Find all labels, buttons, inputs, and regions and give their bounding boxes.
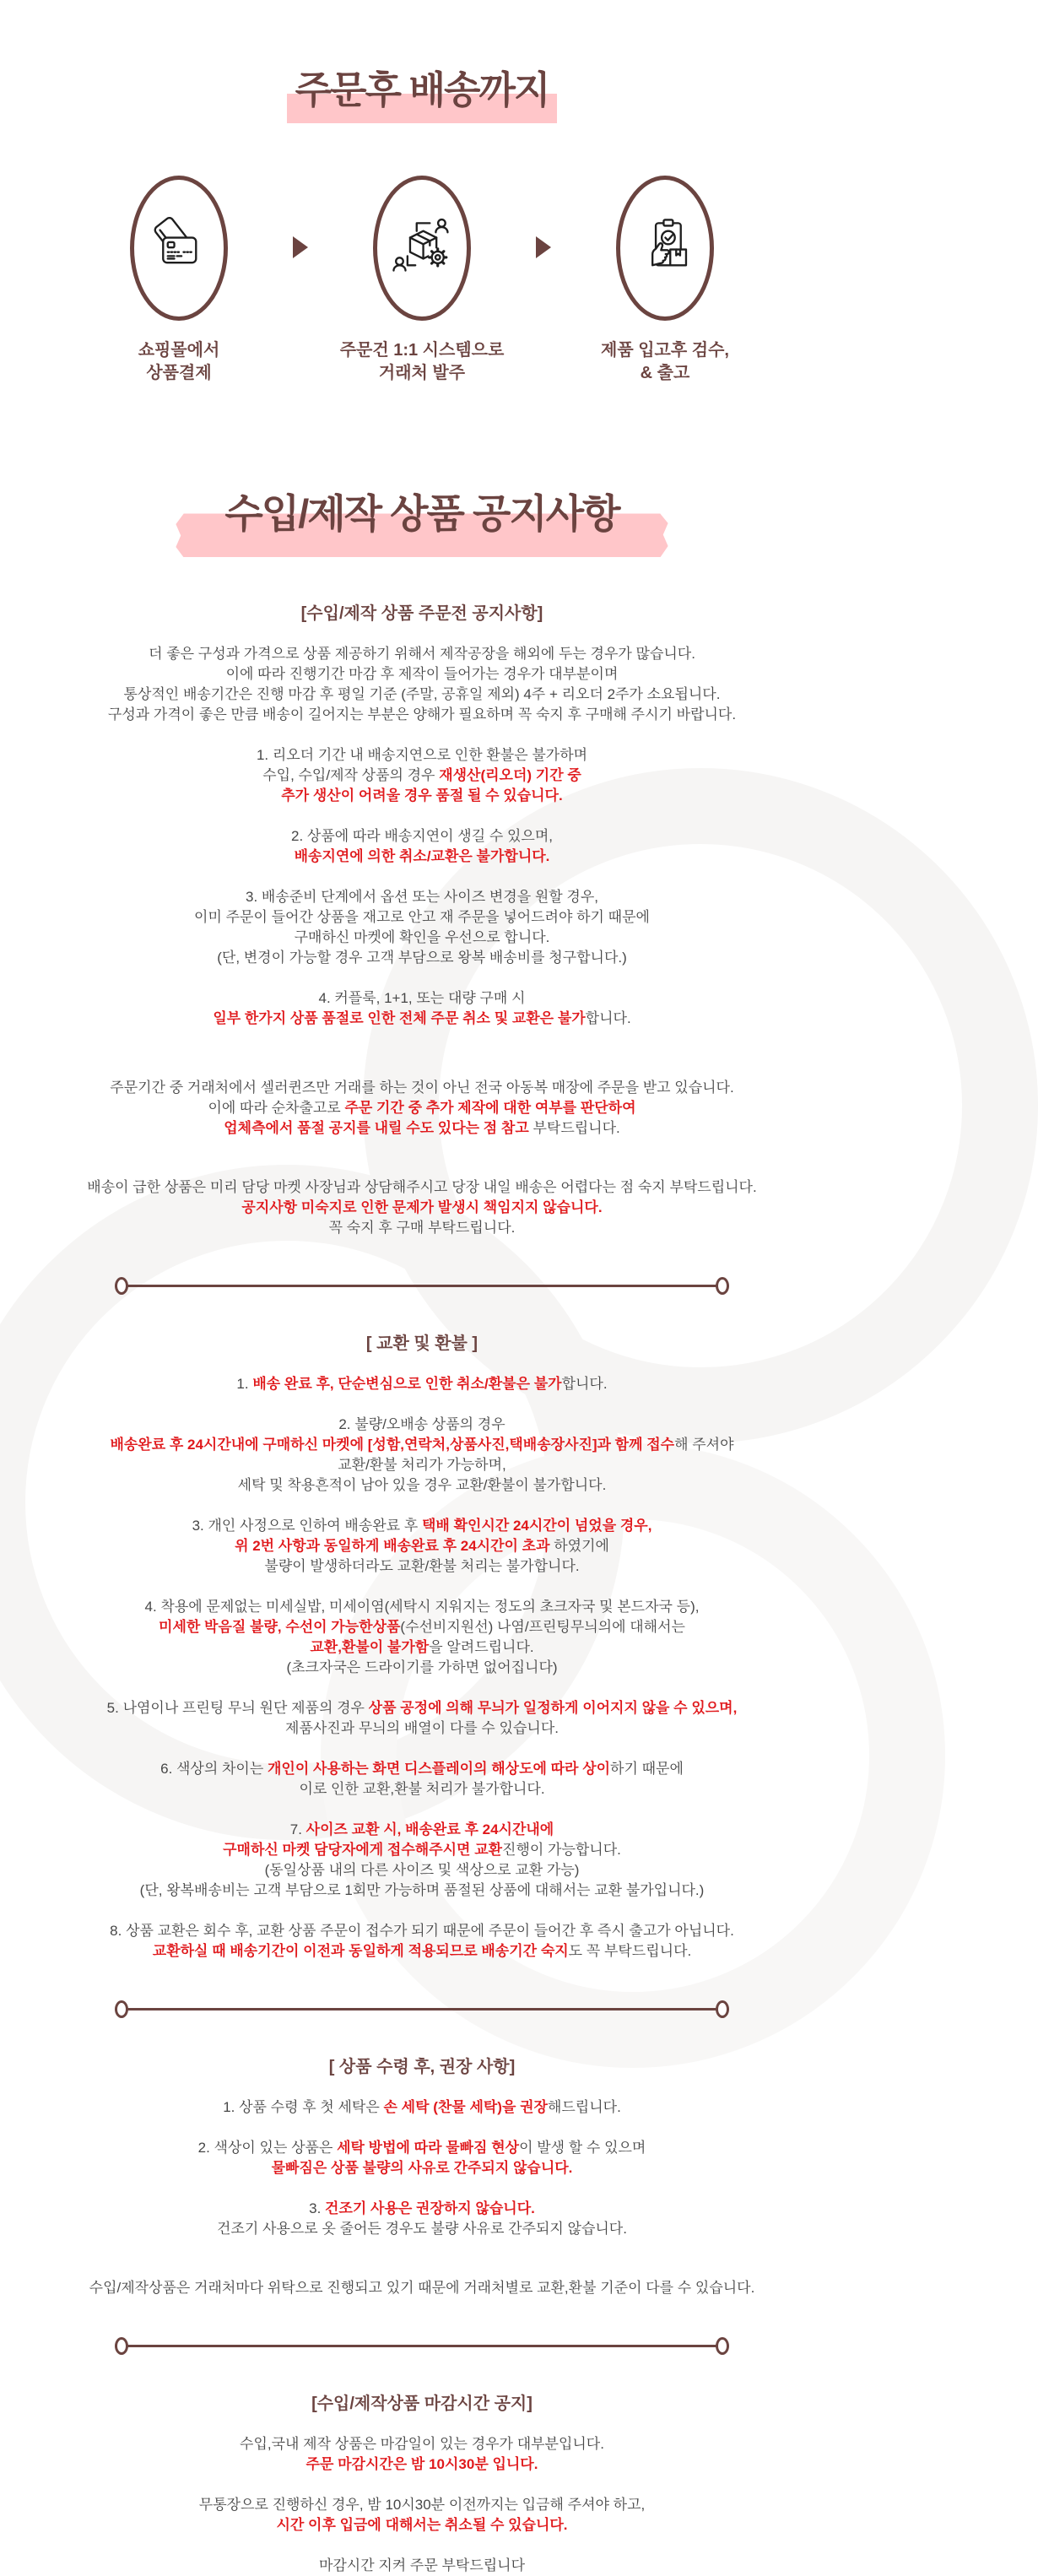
notice-text-emphasis: 추가 생산이 어려울 경우 품절 될 수 있습니다. <box>281 787 563 804</box>
notice-line <box>0 2097 844 2118</box>
step-caption <box>73 339 284 385</box>
notice-text: 이 발생 할 수 있으며 <box>519 2140 646 2157</box>
notice-block <box>0 1374 844 1394</box>
notice-line <box>0 928 844 948</box>
step-caption-line: 쇼핑몰에서 <box>138 340 220 360</box>
step-circle <box>616 176 714 321</box>
notice-text: 세탁 및 착용흔적이 남아 있을 경우 교환/환불이 불가합니다. <box>237 1477 607 1494</box>
notice-sections <box>0 603 844 2576</box>
notice-line <box>0 2199 844 2219</box>
notice-block <box>0 1516 844 1577</box>
notice-block <box>0 2434 844 2475</box>
arrow-right-icon <box>293 236 308 258</box>
notice-block <box>0 2097 844 2118</box>
notice-text-emphasis: 교환하실 때 배송기간이 이전과 동일하게 적용되므로 배송기간 숙지 <box>152 1943 569 1960</box>
divider-ring-icon <box>716 2337 729 2355</box>
notice-text: 1. <box>236 1376 253 1393</box>
notice-text: 2. 상품에 따라 배송지연이 생길 수 있으며, <box>291 828 553 845</box>
notice-line <box>0 1374 844 1394</box>
step-caption <box>316 339 527 385</box>
notice-line <box>0 1475 844 1496</box>
notice-text-emphasis: 시간 이후 입금에 대해서는 취소될 수 있습니다. <box>276 2517 568 2534</box>
notice-text-emphasis: 손 세탁 (찬물 세탁)을 권장 <box>383 2099 548 2116</box>
notice-block <box>0 2138 844 2178</box>
notice-line <box>0 685 844 705</box>
notice-line <box>0 907 844 928</box>
notice-text: 건조기 사용으로 옷 줄어든 경우도 불량 사유로 간주되지 않습니다. <box>217 2221 627 2238</box>
notice-block <box>0 2556 844 2576</box>
notice-text-emphasis: 업체측에서 품절 공지를 내릴 수도 있다는 점 참고 <box>224 1120 529 1137</box>
notice-line <box>0 948 844 968</box>
section-header-post-receipt-care: [ 상품 수령 후, 권장 사항] <box>328 2058 516 2077</box>
notice-text: 마감시간 지켜 주문 부탁드립니다 <box>318 2557 526 2574</box>
page-title-highlight: 주문후 배송까지 <box>289 69 556 111</box>
notice-line <box>0 2158 844 2178</box>
notice-line <box>0 887 844 907</box>
notice-text: 1. 리오더 기간 내 배송지연으로 인한 환불은 불가하며 <box>256 747 588 764</box>
notice-text: 을 알려드립니다. <box>429 1639 534 1656</box>
notice-text: 합니다. <box>561 1376 608 1393</box>
notice-line <box>0 644 844 664</box>
notice-line <box>0 1435 844 1455</box>
notice-line <box>0 1536 844 1556</box>
notice-text: 부탁드립니다. <box>528 1120 620 1137</box>
notice-text: 6. 색상의 차이는 <box>160 1761 268 1778</box>
section-divider <box>115 2000 729 2018</box>
notice-text: 7. <box>289 1821 306 1838</box>
notice-line <box>0 1658 844 1678</box>
notice-text-emphasis: 공지사항 미숙지로 인한 문제가 발생시 책임지지 않습니다. <box>241 1199 603 1216</box>
notice-block <box>0 1597 844 1678</box>
notice-text: 통상적인 배송기간은 진행 마감 후 평일 기준 (주말, 공휴일 제외) 4주 + 리오더 2주가 소요됩니다. <box>123 686 721 703</box>
notice-line <box>0 1840 844 1860</box>
notice-block <box>0 826 844 867</box>
notice-block <box>0 887 844 968</box>
notice-block <box>0 745 844 806</box>
step-caption-line: & 출고 <box>640 363 690 382</box>
notice-text: 수입/제작상품은 거래처마다 위탁으로 진행되고 있기 때문에 거래처별로 교환,환불 기준이 다를 수 있습니다. <box>89 2280 755 2297</box>
notice-text: (단, 왕복배송비는 고객 부담으로 1회만 가능하며 품절된 상품에 대해서는 교환 불가입니다.) <box>139 1882 705 1899</box>
notice-line <box>0 1637 844 1658</box>
credit-card-icon <box>146 215 212 281</box>
notice-line <box>0 1218 844 1238</box>
notice-line <box>0 988 844 1009</box>
notice-text: 불량이 발생하더라도 교환/환불 처리는 불가합니다. <box>264 1558 580 1575</box>
notice-line <box>0 2219 844 2239</box>
notice-text-emphasis: 주문 기간 중 추가 제작에 대한 여부를 판단하여 <box>344 1100 636 1117</box>
main-notice-title-wrap <box>0 459 844 569</box>
notice-text: 하기 때문에 <box>610 1761 684 1778</box>
notice-line <box>0 745 844 766</box>
divider-line <box>127 1285 716 1287</box>
divider-ring-icon <box>115 2337 128 2355</box>
notice-text-emphasis: 구매하신 마켓 담당자에게 접수해주시면 교환 <box>223 1842 503 1859</box>
notice-line <box>0 1617 844 1637</box>
section-header-deadline-notice: [수입/제작상품 마감시간 공지] <box>311 2395 533 2414</box>
notice-text-emphasis: 배송지연에 의한 취소/교환은 불가합니다. <box>294 848 550 865</box>
notice-text-emphasis: 미세한 박음질 불량, 수선이 가능한상품 <box>159 1619 401 1636</box>
step-circle <box>130 176 228 321</box>
step-caption <box>560 339 770 385</box>
notice-text: 구성과 가격이 좋은 만큼 배송이 길어지는 부분은 양해가 필요하며 꼭 숙지 후 구매해 주시기 바랍니다. <box>107 706 737 723</box>
main-notice-title-text: 수입/제작 상품 공지사항 <box>224 490 619 536</box>
order-flow <box>0 176 844 385</box>
notice-text: (동일상품 내의 다른 사이즈 및 색상으로 교환 가능) <box>264 1862 580 1879</box>
notice-line <box>0 1009 844 1029</box>
step-caption-line: 거래처 발주 <box>378 363 466 382</box>
notice-text-emphasis: 위 2번 사항과 동일하게 배송완료 후 24시간이 초과 <box>235 1538 550 1555</box>
notice-text: 주문기간 중 거래처에서 셀러퀸즈만 거래를 하는 것이 아닌 전국 아동복 매장에 주문을 받고 있습니다. <box>110 1080 734 1096</box>
inspection-icon <box>632 215 698 281</box>
notice-line <box>0 1921 844 1941</box>
notice-text: 해 주셔야 <box>674 1437 734 1453</box>
notice-line <box>0 1455 844 1475</box>
notice-text: 꼭 숙지 후 구매 부탁드립니다. <box>328 1220 516 1237</box>
notice-line <box>0 705 844 725</box>
step-caption-line: 상품결제 <box>146 363 212 382</box>
notice-block <box>0 1415 844 1496</box>
notice-line <box>0 1098 844 1118</box>
notice-line <box>0 1698 844 1718</box>
notice-line <box>0 1881 844 1901</box>
notice-text: 수입, 수입/제작 상품의 경우 <box>262 767 440 784</box>
notice-text: 4. 착용에 문제없는 미세실밥, 미세이염(세탁시 지워지는 정도의 초크자국 및 본드자국 등), <box>144 1599 700 1615</box>
step-caption-line: 주문건 1:1 시스템으로 <box>339 340 505 360</box>
notice-block <box>0 988 844 1029</box>
notice-line <box>0 2138 844 2158</box>
notice-text: 이에 따라 진행기간 마감 후 제작이 들어가는 경우가 대부분이며 <box>225 666 619 683</box>
notice-text: 이에 따라 순차출고로 <box>208 1100 345 1117</box>
notice-line <box>0 1820 844 1840</box>
notice-text-emphasis: 재생산(리오더) 기간 중 <box>439 767 581 784</box>
divider-ring-icon <box>115 2000 128 2018</box>
notice-text: 무통장으로 진행하신 경우, 밤 10시30분 이전까지는 입금해 주셔야 하고, <box>198 2497 646 2514</box>
flow-step-inspection <box>560 176 770 385</box>
notice-text-emphasis: 사이즈 교환 시, 배송완료 후 24시간내에 <box>305 1821 554 1838</box>
notice-line <box>0 1718 844 1739</box>
notice-text-emphasis: 일부 한가지 상품 품절로 인한 전체 주문 취소 및 교환은 불가 <box>213 1010 586 1027</box>
notice-text: (수선비지원선) 나염/프린팅무늬의에 대해서는 <box>400 1619 685 1636</box>
notice-text-emphasis: 건조기 사용은 권장하지 않습니다. <box>325 2200 535 2217</box>
notice-line <box>0 847 844 867</box>
notice-line <box>0 766 844 786</box>
notice-text: 3. 개인 사정으로 인하여 배송완료 후 <box>192 1518 422 1534</box>
notice-text: 이미 주문이 들어간 상품을 재고로 안고 재 주문을 넣어드려야 하기 때문에 <box>194 909 650 926</box>
notice-text: 3. <box>309 2200 326 2217</box>
notice-line <box>0 786 844 806</box>
notice-text: 더 좋은 구성과 가격으로 상품 제공하기 위해서 제작공장을 해외에 두는 경우가 많습니다. <box>149 646 695 663</box>
notice-line <box>0 826 844 847</box>
order-system-icon <box>389 215 455 281</box>
flow-step-payment <box>73 176 284 385</box>
notice-block <box>0 1698 844 1739</box>
divider-line <box>127 2008 716 2010</box>
notice-text-emphasis: 상품 공정에 의해 무늬가 일정하게 이어지지 않을 수 있으며, <box>368 1700 738 1717</box>
section-divider <box>115 1277 729 1295</box>
notice-text: 2. 색상이 있는 상품은 <box>197 2140 338 2157</box>
notice-text: 배송이 급한 상품은 미리 담당 마켓 사장님과 상담해주시고 당장 내일 배송은 어렵다는 점 숙지 부탁드립니다. <box>87 1179 757 1196</box>
notice-text: 하였기에 <box>549 1538 609 1555</box>
notice-text-emphasis: 택배 확인시간 24시간이 넘었을 경우, <box>422 1518 652 1534</box>
notice-line <box>0 1198 844 1218</box>
notice-text-emphasis: 교환,환불이 불가함 <box>310 1639 430 1656</box>
notice-line <box>0 1597 844 1617</box>
notice-line <box>0 1078 844 1098</box>
notice-text: 8. 상품 교환은 회수 후, 교환 상품 주문이 접수가 되기 때문에 주문이 들어간 후 즉시 출고가 아닙니다. <box>110 1923 734 1940</box>
notice-text: 3. 배송준비 단계에서 옵션 또는 사이즈 변경을 원할 경우, <box>246 889 598 906</box>
notice-line <box>0 2278 844 2298</box>
notice-line <box>0 1177 844 1198</box>
shipping-notice-page <box>0 25 844 2574</box>
notice-line <box>0 1556 844 1577</box>
notice-text: 구매하신 마켓에 확인을 우선으로 합니다. <box>294 929 550 946</box>
divider-ring-icon <box>115 1277 128 1295</box>
notice-text: (초크자국은 드라이기를 가하면 없어집니다) <box>286 1659 558 1676</box>
section-divider <box>115 2337 729 2355</box>
notice-text: 4. 커플룩, 1+1, 또는 대량 구매 시 <box>318 990 526 1007</box>
section-header-exchange-refund: [ 교환 및 환불 ] <box>365 1334 478 1354</box>
arrow-right-icon <box>536 236 551 258</box>
notice-text: (단, 변경이 가능할 경우 고객 부담으로 왕복 배송비를 청구합니다.) <box>217 950 627 966</box>
notice-block <box>0 2199 844 2239</box>
notice-block <box>0 2278 844 2298</box>
notice-text: 합니다. <box>585 1010 631 1027</box>
notice-block <box>0 1759 844 1799</box>
notice-text: 5. 나염이나 프린팅 무늬 원단 제품의 경우 <box>106 1700 369 1717</box>
notice-block <box>0 1177 844 1238</box>
page-title <box>0 25 844 111</box>
notice-line <box>0 1415 844 1435</box>
section-header-pre-order-notice: [수입/제작 상품 주문전 공지사항] <box>300 604 543 624</box>
divider-ring-icon <box>716 1277 729 1295</box>
notice-text: 교환/환불 처리가 가능하며, <box>338 1457 506 1474</box>
notice-line <box>0 2454 844 2475</box>
notice-block <box>0 644 844 725</box>
notice-block <box>0 1820 844 1901</box>
notice-text-emphasis: 주문 마감시간은 밤 10시30분 입니다. <box>305 2456 538 2473</box>
notice-block <box>0 1078 844 1139</box>
notice-text: 도 꼭 부탁드립니다. <box>568 1943 692 1960</box>
main-notice-title <box>216 492 627 536</box>
notice-text-emphasis: 세탁 방법에 따라 물빠짐 현상 <box>337 2140 520 2157</box>
notice-text: 1. 상품 수령 후 첫 세탁은 <box>223 2099 384 2116</box>
notice-block <box>0 2495 844 2535</box>
notice-text-emphasis: 배송완료 후 24시간내에 구매하신 마켓에 [성함,연락처,상품사진,택배송장사진]과 함께 접수 <box>110 1437 675 1453</box>
notice-line <box>0 2434 844 2454</box>
notice-line <box>0 2495 844 2515</box>
notice-line <box>0 1516 844 1536</box>
notice-line <box>0 2515 844 2535</box>
notice-line <box>0 1759 844 1779</box>
notice-text: 수입,국내 제작 상품은 마감일이 있는 경우가 대부분입니다. <box>240 2436 604 2453</box>
notice-line <box>0 1779 844 1799</box>
notice-text-emphasis: 개인이 사용하는 화면 디스플레이의 해상도에 따라 상이 <box>268 1761 611 1778</box>
notice-line <box>0 1860 844 1881</box>
divider-line <box>127 2345 716 2347</box>
step-circle <box>373 176 471 321</box>
notice-block <box>0 1921 844 1962</box>
notice-text: 이로 인한 교환,환불 처리가 불가합니다. <box>299 1781 545 1798</box>
notice-text-emphasis: 물빠짐은 상품 불량의 사유로 간주되지 않습니다. <box>271 2160 573 2177</box>
step-caption-line: 제품 입고후 검수, <box>601 340 729 360</box>
notice-line <box>0 2556 844 2576</box>
notice-text: 제품사진과 무늬의 배열이 다를 수 있습니다. <box>285 1720 559 1737</box>
divider-ring-icon <box>716 2000 729 2018</box>
notice-text: 해드립니다. <box>547 2099 621 2116</box>
notice-text: 진행이 가능합니다. <box>502 1842 621 1859</box>
notice-line <box>0 1941 844 1962</box>
notice-text: 2. 불량/오배송 상품의 경우 <box>338 1416 505 1433</box>
flow-step-order-system <box>316 176 527 385</box>
notice-line <box>0 1118 844 1139</box>
notice-text-emphasis: 배송 완료 후, 단순변심으로 인한 취소/환불은 불가 <box>252 1376 562 1393</box>
notice-line <box>0 664 844 685</box>
